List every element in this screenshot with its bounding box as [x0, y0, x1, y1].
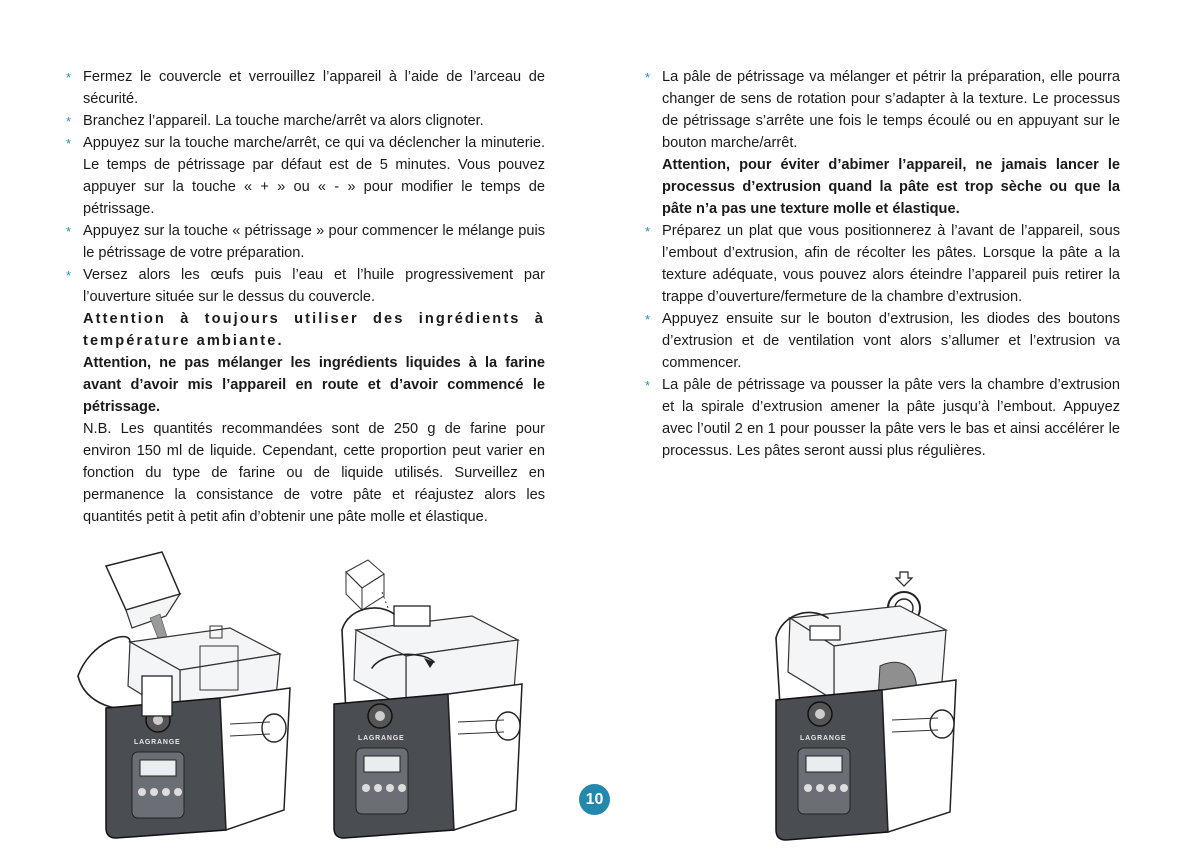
- bullet-star-icon: *: [645, 312, 651, 327]
- illustration-pour-flour: [70, 548, 310, 840]
- instruction-item: [66, 220, 545, 264]
- bullet-star-icon: *: [66, 268, 72, 283]
- bullet-star-icon: *: [66, 224, 72, 239]
- instruction-item: [645, 220, 1120, 308]
- bullet-star-icon: *: [645, 378, 651, 393]
- instruction-item: [645, 66, 1120, 154]
- instruction-item: [645, 308, 1120, 374]
- instruction-text: Préparez un plat que vous positionnerez à l’avant de l’appareil, sous l’embout d’extrusion, afin de récolter les pâtes. Lorsque la pâte a la texture adéquate, vous pouvez alors éteindre l’appareil puis retirer la trappe d’ouverture/fermeture de la chambre d’extrusion.: [662, 223, 1120, 305]
- bullet-star-icon: *: [66, 136, 72, 151]
- instruction-text: Appuyez sur la touche « pétrissage » pour commencer le mélange puis le pétrissage de votre préparation.: [83, 223, 545, 261]
- instruction-text: Fermez le couvercle et verrouillez l’appareil à l’aide de l’arceau de sécurité.: [83, 69, 545, 107]
- instruction-item: [66, 66, 545, 110]
- instruction-item: [645, 374, 1120, 462]
- warning-extrusion: Attention, pour éviter d’abimer l’appareil, ne jamais lancer le processus d’extrusion quand la pâte est trop sèche ou que la pâte n’a pas une texture molle et élastique.: [662, 157, 1120, 217]
- illustration-extrusion-tool: [770, 566, 970, 842]
- down-arrow-icon: [896, 572, 912, 586]
- instruction-item: [66, 132, 545, 220]
- right-text-column: [645, 66, 1120, 462]
- instruction-text: Appuyez ensuite sur le bouton d’extrusion, les diodes des boutons d’extrusion et de ventilation vont alors s’allumer et l’extrusion va commencer.: [662, 311, 1120, 371]
- instruction-item: [66, 110, 545, 132]
- instruction-text: Versez alors les œufs puis l’eau et l’huile progressivement par l’ouverture située sur le dessus du couvercle.: [83, 267, 545, 305]
- brand-logo: LAGRANGE: [800, 735, 847, 742]
- instruction-text: Appuyez sur la touche marche/arrêt, ce qui va déclencher la minuterie. Le temps de pétrissage par défaut est de 5 minutes. Vous pouvez appuyer sur la touche « + » ou « - » pour modifier le temps de pétrissage.: [83, 135, 545, 217]
- brand-logo: LAGRANGE: [358, 735, 405, 742]
- page-number-badge: 10: [579, 784, 610, 815]
- illustration-add-liquid: [322, 548, 552, 840]
- bullet-star-icon: *: [645, 70, 651, 85]
- bullet-star-icon: *: [66, 114, 72, 129]
- brand-logo: LAGRANGE: [134, 739, 181, 746]
- warning-temperature: Attention à toujours utiliser des ingrédients à température ambiante.: [83, 311, 545, 349]
- quantity-note: N.B. Les quantités recommandées sont de 250 g de farine pour environ 150 ml de liquide. Cependant, cette proportion peut varier en fonction du type de farine ou de liquide utilisés. Surveillez en permanence la consistance de votre pâte et réajustez alors les quantités petit à petit afin d’obtenir une pâte molle et élastique.: [83, 421, 545, 525]
- bullet-star-icon: *: [66, 70, 72, 85]
- instruction-text: Branchez l’appareil. La touche marche/arrêt va alors clignoter.: [83, 113, 484, 129]
- instruction-text: La pâle de pétrissage va pousser la pâte vers la chambre d’extrusion et la spirale d’extrusion amener la pâte jusqu’à l’embout. Appuyez avec l’outil 2 en 1 pour pousser la pâte vers le bas et ainsi accélérer le processus. Les pâtes seront aussi plus régulières.: [662, 377, 1120, 459]
- warning-mixing: Attention, ne pas mélanger les ingrédients liquides à la farine avant d’avoir mis l’appareil en route et d’avoir commencé le pétrissage.: [83, 355, 545, 415]
- instruction-text: La pâle de pétrissage va mélanger et pétrir la préparation, elle pourra changer de sens de rotation pour s’adapter à la texture. Le processus de pétrissage s’arrête une fois le temps écoulé ou en appuyant sur le bouton marche/arrêt.: [662, 69, 1120, 151]
- instruction-item: [66, 264, 545, 308]
- left-text-column: [66, 66, 545, 528]
- bullet-star-icon: *: [645, 224, 651, 239]
